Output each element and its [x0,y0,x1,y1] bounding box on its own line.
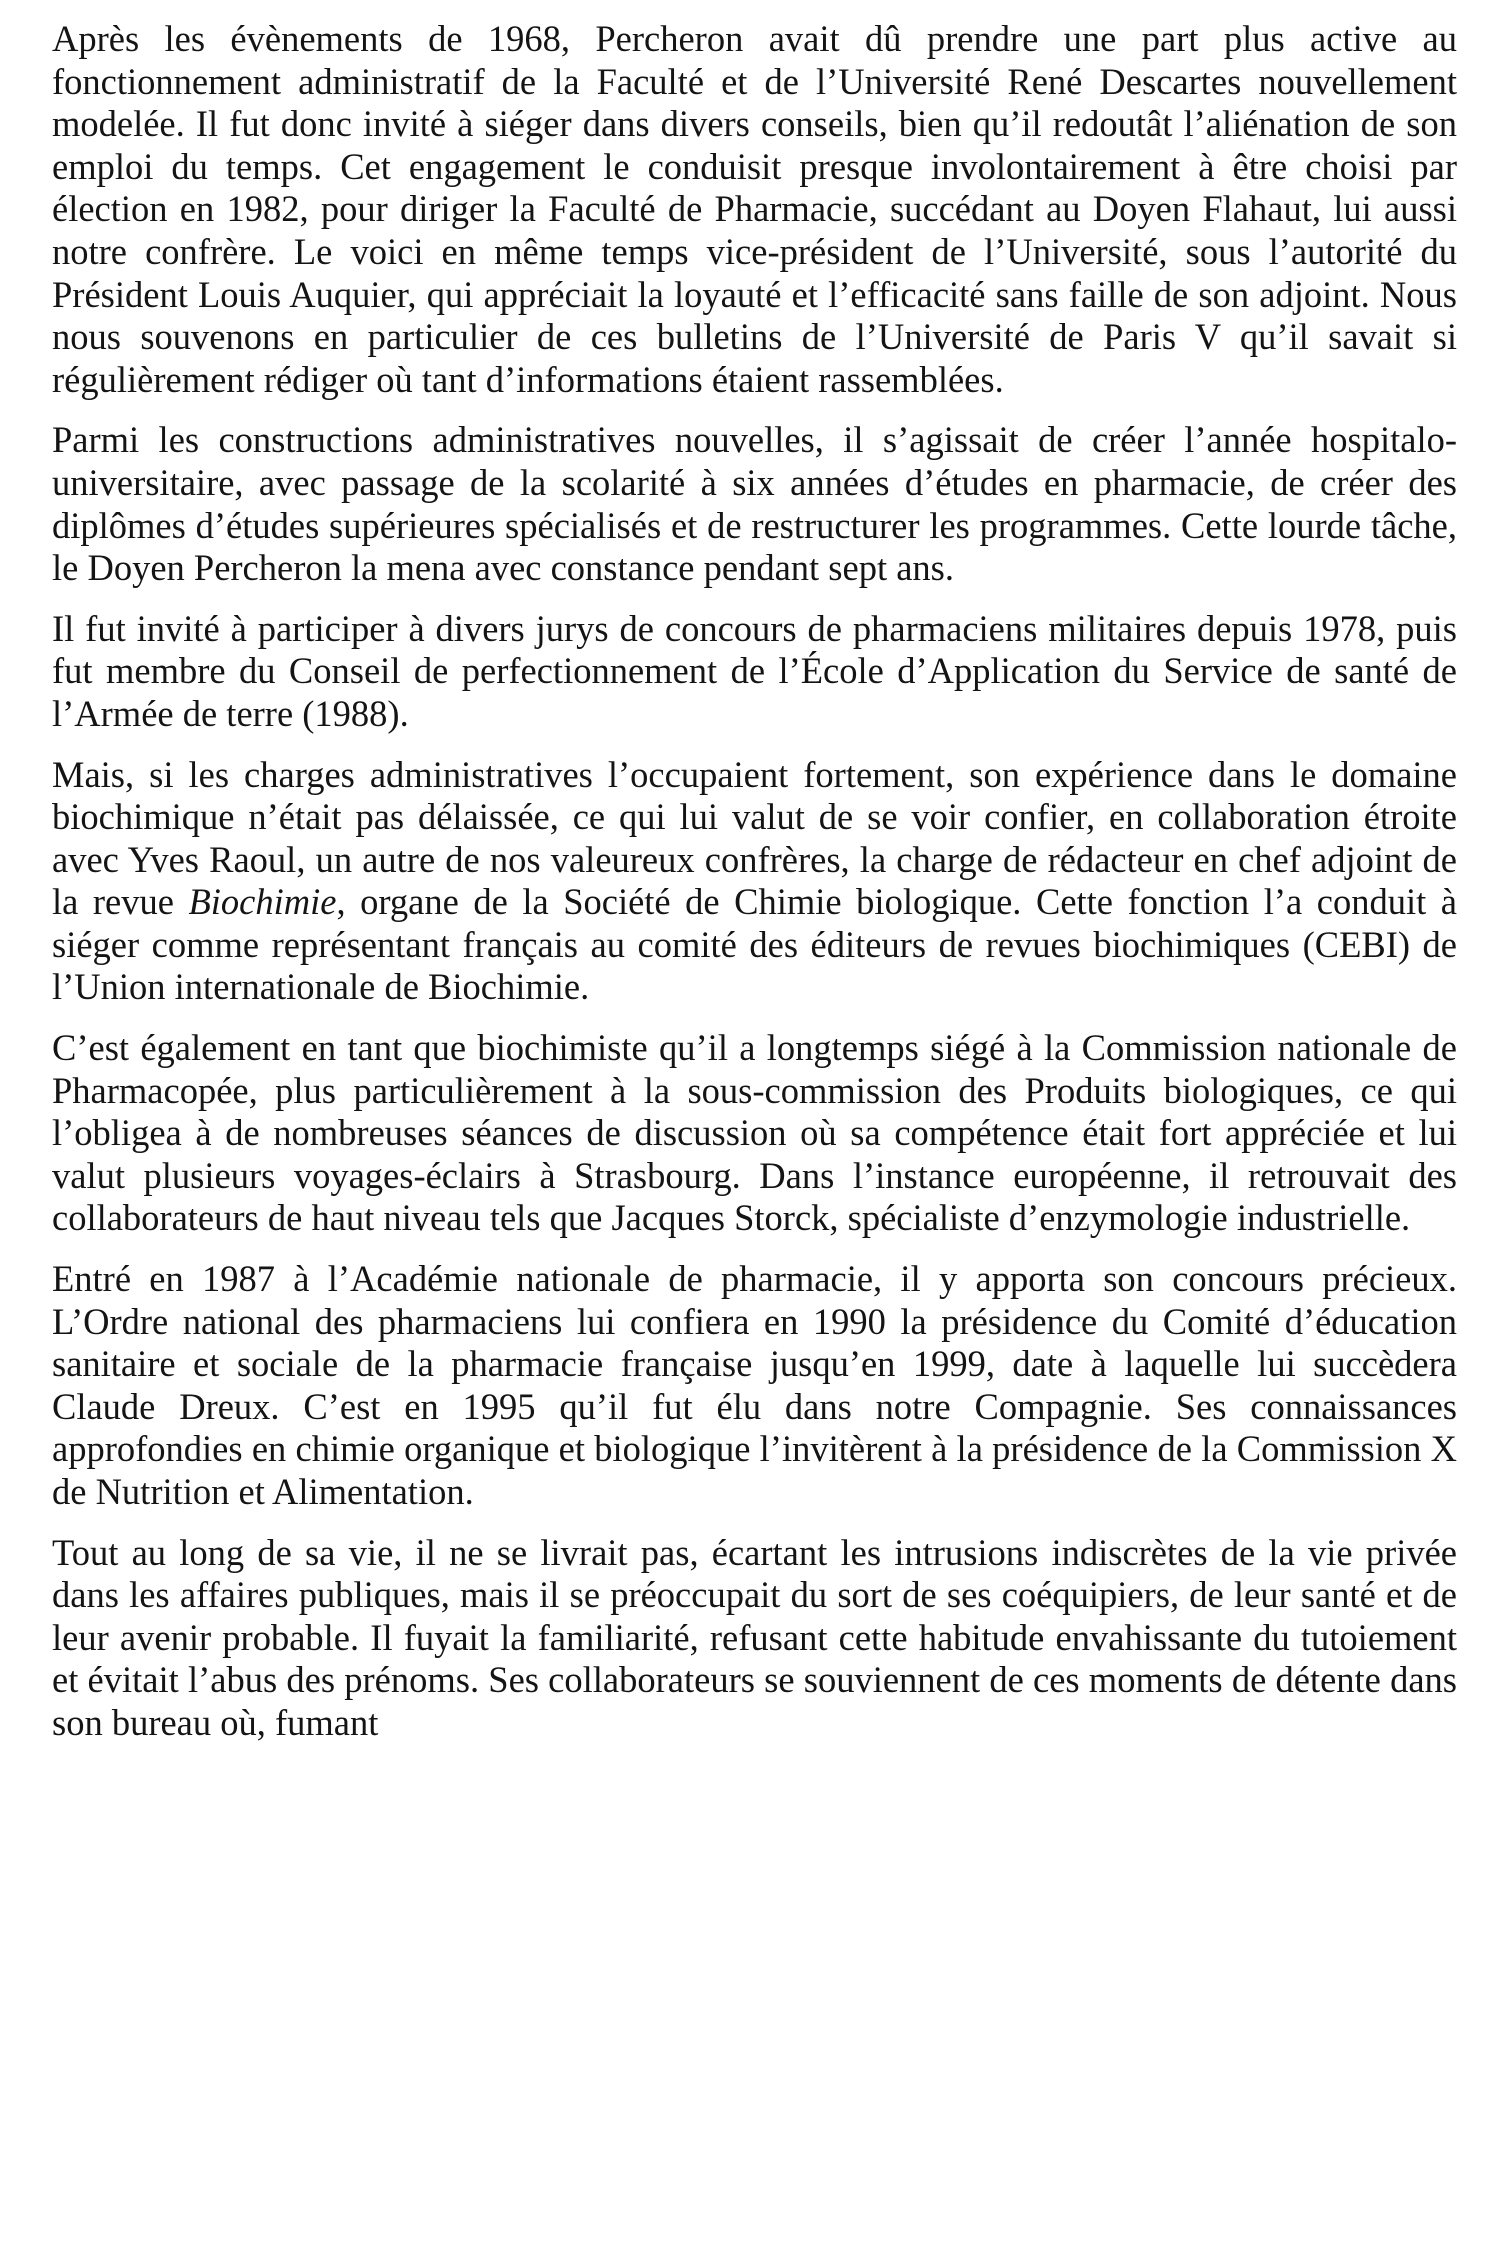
paragraph-constructions: Parmi les constructions administratives nouvelles, il s’agissait de créer l’année hospitalo-universitaire, avec passage de la scolarité à six années d’études en pharmacie, de créer des diplômes d’études supérieures spécialisés et de restructurer les programmes. Cette lourde tâche, le Doyen Percheron la mena avec constance pendant sept ans. [52,419,1457,589]
paragraph-military-juries: Il fut invité à participer à divers jurys de concours de pharmaciens militaires depuis 1978, puis fut membre du Conseil de perfectionnement de l’École d’Application du Service de santé de l’Armée de terre (1988). [52,607,1457,734]
document-page [52,18,1457,1745]
paragraph-text-segment: Mais, si les charges administratives l’occupaient fortement, son expérience dans le domaine biochimique n’était pas délaissée, ce qui lui valut de se voir confier, en collaboration étroite avec Yves Raoul, un autre de nos valeureux confrères, la charge de rédacteur en chef adjoint de la revue [52,753,1457,923]
paragraph-pharmacopee: C’est également en tant que biochimiste qu’il a longtemps siégé à la Commission nationale de Pharmacopée, plus particulièrement à la sous-commission des Produits biologiques, ce qui l’obligea à de nombreuses séances de discussion où sa compétence était fort appréciée et lui valut plusieurs voyages-éclairs à Strasbourg. Dans l’instance européenne, il retrouvait des collaborateurs de haut niveau tels que Jacques Storck, spécialiste d’enzymologie industrielle. [52,1027,1457,1239]
paragraph-text-segment: , organe de la Société de Chimie biologique. Cette fonction l’a conduit à siéger comme représentant français au comité des éditeurs de revues biochimiques (CEBI) de l’Union internationale de Biochimie. [52,881,1457,1008]
journal-title: Biochimie [188,881,337,923]
paragraph-administration: Après les évènements de 1968, Percheron avait dû prendre une part plus active au fonctionnement administratif de la Faculté et de l’Université René Descartes nouvellement modelée. Il fut donc invité à siéger dans divers conseils, bien qu’il redoutât l’aliénation de son emploi du temps. Cet engagement le conduisit presque involontairement à être choisi par élection en 1982, pour diriger la Faculté de Pharmacie, succédant au Doyen Flahaut, lui aussi notre confrère. Le voici en même temps vice-président de l’Université, sous l’autorité du Président Louis Auquier, qui appréciait la loyauté et l’efficacité sans faille de son adjoint. Nous nous souvenons en particulier de ces bulletins de l’Université de Paris V qu’il savait si régulièrement rédiger où tant d’informations étaient rassemblées. [52,18,1457,400]
paragraph-private-life: Tout au long de sa vie, il ne se livrait pas, écartant les intrusions indiscrètes de la vie privée dans les affaires publiques, mais il se préoccupait du sort de ses coéquipiers, de leur santé et de leur avenir probable. Il fuyait la familiarité, refusant cette habitude envahissante du tutoiement et évitait l’abus des prénoms. Ses collaborateurs se souviennent de ces moments de détente dans son bureau où, fumant [52,1531,1457,1743]
paragraph-biochimie-journal [52,754,1457,1010]
paragraph-academie: Entré en 1987 à l’Académie nationale de pharmacie, il y apporta son concours précieux. L’Ordre national des pharmaciens lui confiera en 1990 la présidence du Comité d’éducation sanitaire et sociale de la pharmacie française jusqu’en 1999, date à laquelle lui succèdera Claude Dreux. C’est en 1995 qu’il fut élu dans notre Compagnie. Ses connaissances approfondies en chimie organique et biologique l’invitèrent à la présidence de la Commission X de Nutrition et Alimentation. [52,1258,1457,1512]
